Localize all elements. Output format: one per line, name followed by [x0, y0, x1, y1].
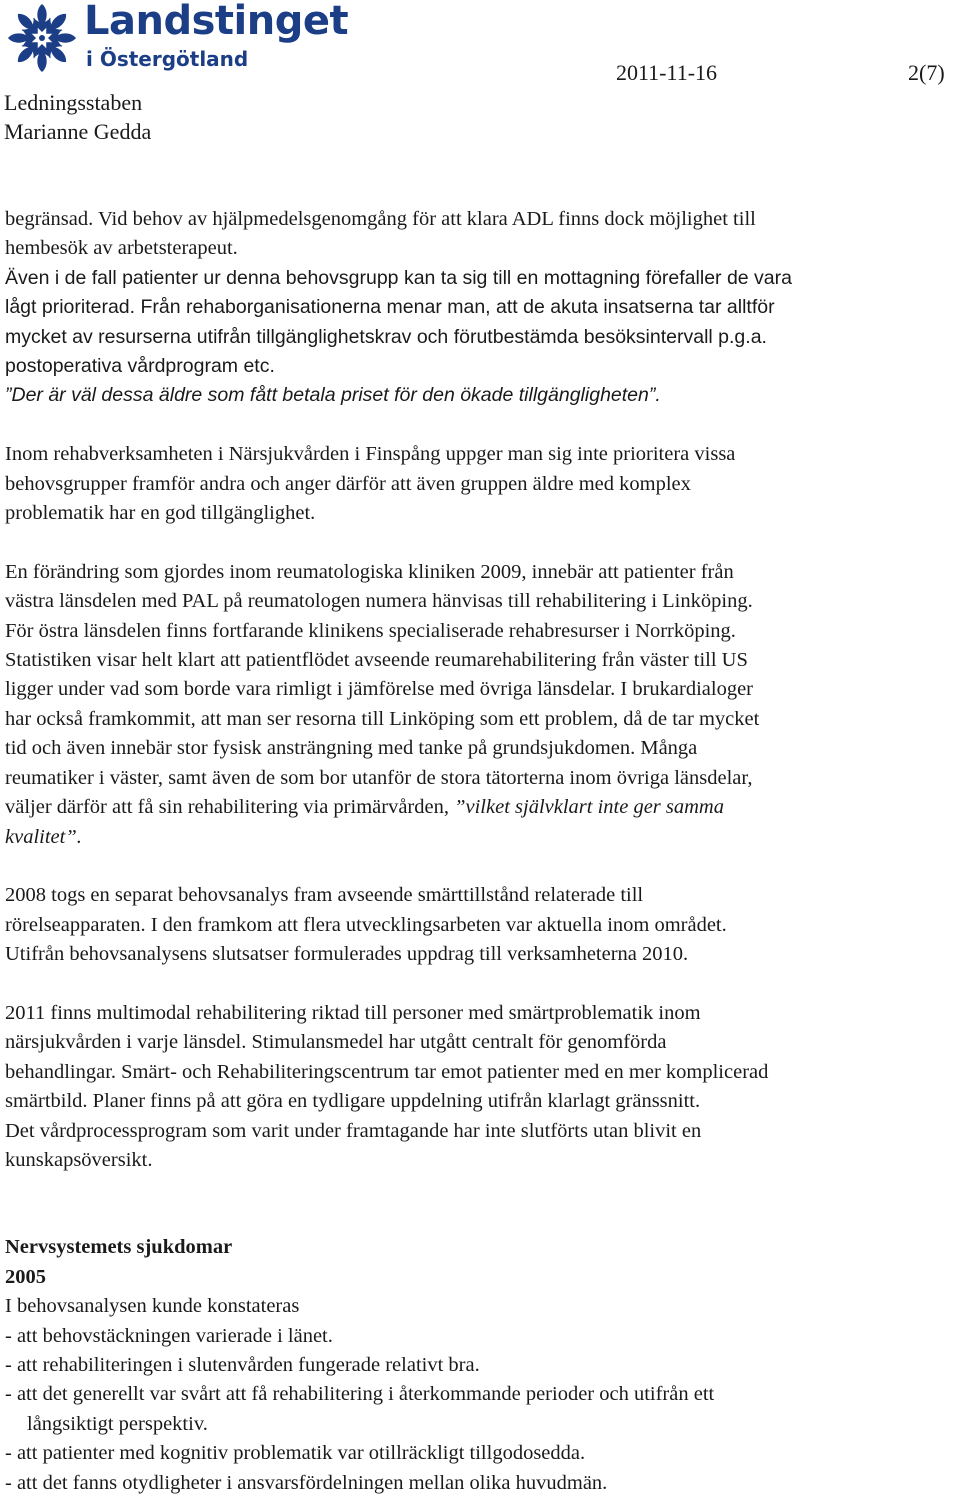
text-line: ligger under vad som borde vara rimligt i jämförelse med övriga länsdelar. I brukardialoger	[5, 678, 753, 701]
list-item: - att rehabiliteringen i slutenvården fungerade relativt bra.	[5, 1353, 480, 1376]
document-header	[0, 0, 960, 150]
text-line: väljer därför att få sin rehabilitering via primärvården,	[5, 796, 455, 819]
text-line: begränsad. Vid behov av hjälpmedelsgenomgång för att klara ADL finns dock möjlighet till	[5, 208, 756, 230]
section-heading: Nervsystemets sjukdomar	[5, 1236, 233, 1259]
text-line: reumatiker i väster, samt även de som bor utanför de stora tätorterna inom övriga länsdelar,	[5, 766, 753, 789]
text-line: behovsgrupper framför andra och anger därför att även gruppen äldre med komplex	[5, 472, 691, 495]
paragraph	[5, 558, 960, 852]
text-line: problematik har en god tillgänglighet.	[5, 502, 316, 525]
text-line: Inom rehabverksamheten i Närsjukvården i Finspång uppger man sig inte prioritera vissa	[5, 443, 736, 466]
paragraph	[5, 881, 960, 969]
text-line: hembesök av arbetsterapeut.	[5, 237, 238, 260]
text-line: Även i de fall patienter ur denna behovsgrupp kan ta sig till en mottagning förefaller de vara	[5, 266, 792, 289]
quote: ”Der är väl dessa äldre som fått betala priset för den ökade tillgängligheten”.	[5, 384, 661, 407]
department: Ledningsstaben	[4, 90, 143, 115]
document-body	[5, 205, 960, 1498]
text-line: Utifrån behovsanalysens slutsatser formulerades uppdrag till verksamheterna 2010.	[5, 943, 689, 966]
text-line: tid och även innebär stor fysisk ansträngning med tanke på grundsjukdomen. Många	[5, 737, 698, 760]
text-line: kunskapsöversikt.	[5, 1148, 153, 1171]
list-item: - att behovstäckningen varierade i länet.	[5, 1324, 333, 1347]
text-line: har också framkommit, att man ser resorna till Linköping som ett problem, då de tar mycket	[5, 707, 760, 730]
paragraph	[5, 999, 960, 1175]
list-item: - att det fanns otydligheter i ansvarsfördelningen mellan olika huvudmän.	[5, 1471, 608, 1494]
text-line: postoperativa vårdprogram etc.	[5, 355, 275, 378]
snowflake-logo-icon	[4, 0, 80, 76]
list-item: - att det generellt var svårt att få rehabilitering i återkommande perioder och utifrån ett	[5, 1383, 715, 1406]
paragraph	[5, 440, 960, 528]
page-number: 2(7)	[908, 60, 945, 85]
section-year: 2005	[5, 1265, 46, 1288]
text-line: västra länsdelen med PAL på reumatologen numera hänvisas till rehabilitering i Linköping.	[5, 590, 753, 613]
paragraph	[5, 205, 960, 264]
logo-subtitle: i Östergötland	[86, 47, 249, 71]
text-line: Det vårdprocessprogram som varit under framtagande har inte slutförts utan blivit en	[5, 1119, 702, 1142]
text-line: mycket av resurserna utifrån tillgänglighetskrav och förutbestämda besöksintervall p.g.a.	[5, 325, 767, 348]
italic-quote: ”vilket självklart inte ger samma	[454, 796, 724, 819]
landstinget-logo	[4, 0, 349, 82]
text-line: 2008 togs en separat behovsanalys fram avseende smärttillstånd relaterade till	[5, 884, 644, 907]
author: Marianne Gedda	[4, 119, 152, 144]
text-line: närsjukvården i varje länsdel. Stimulansmedel har utgått centralt för genomförda	[5, 1031, 667, 1054]
italic-quote: kvalitet”.	[5, 825, 82, 848]
logo-wordmark: Landstinget	[84, 0, 349, 44]
text-line: rörelseapparaten. I den framkom att flera utvecklingsarbeten var aktuella inom området.	[5, 913, 727, 936]
text-line: För östra länsdelen finns fortfarande klinikens specialiserade rehabresurser i Norrköping.	[5, 619, 736, 642]
list-item: - att patienter med kognitiv problematik var otillräckligt tillgodosedda.	[5, 1442, 586, 1465]
text-line: behandlingar. Smärt- och Rehabiliteringscentrum tar emot patienter med en mer komplicerad	[5, 1060, 769, 1083]
paragraph	[5, 264, 960, 382]
text-line: 2011 finns multimodal rehabilitering riktad till personer med smärtproblematik inom	[5, 1001, 701, 1024]
text-line: lågt prioriterad. Från rehaborganisationerna menar man, att de akuta insatserna tar alltför	[5, 296, 775, 319]
document-date: 2011-11-16	[616, 60, 718, 85]
list-item-continuation: långsiktigt perspektiv.	[27, 1412, 208, 1435]
text-line: En förändring som gjordes inom reumatologiska kliniken 2009, innebär att patienter från	[5, 560, 734, 583]
section-intro: I behovsanalysen kunde konstateras	[5, 1295, 300, 1318]
text-line: smärtbild. Planer finns på att göra en tydligare uppdelning utifrån klarlagt gränssnitt.	[5, 1090, 701, 1113]
text-line: Statistiken visar helt klart att patientflödet avseende reumarehabilitering från väster till US	[5, 649, 748, 672]
